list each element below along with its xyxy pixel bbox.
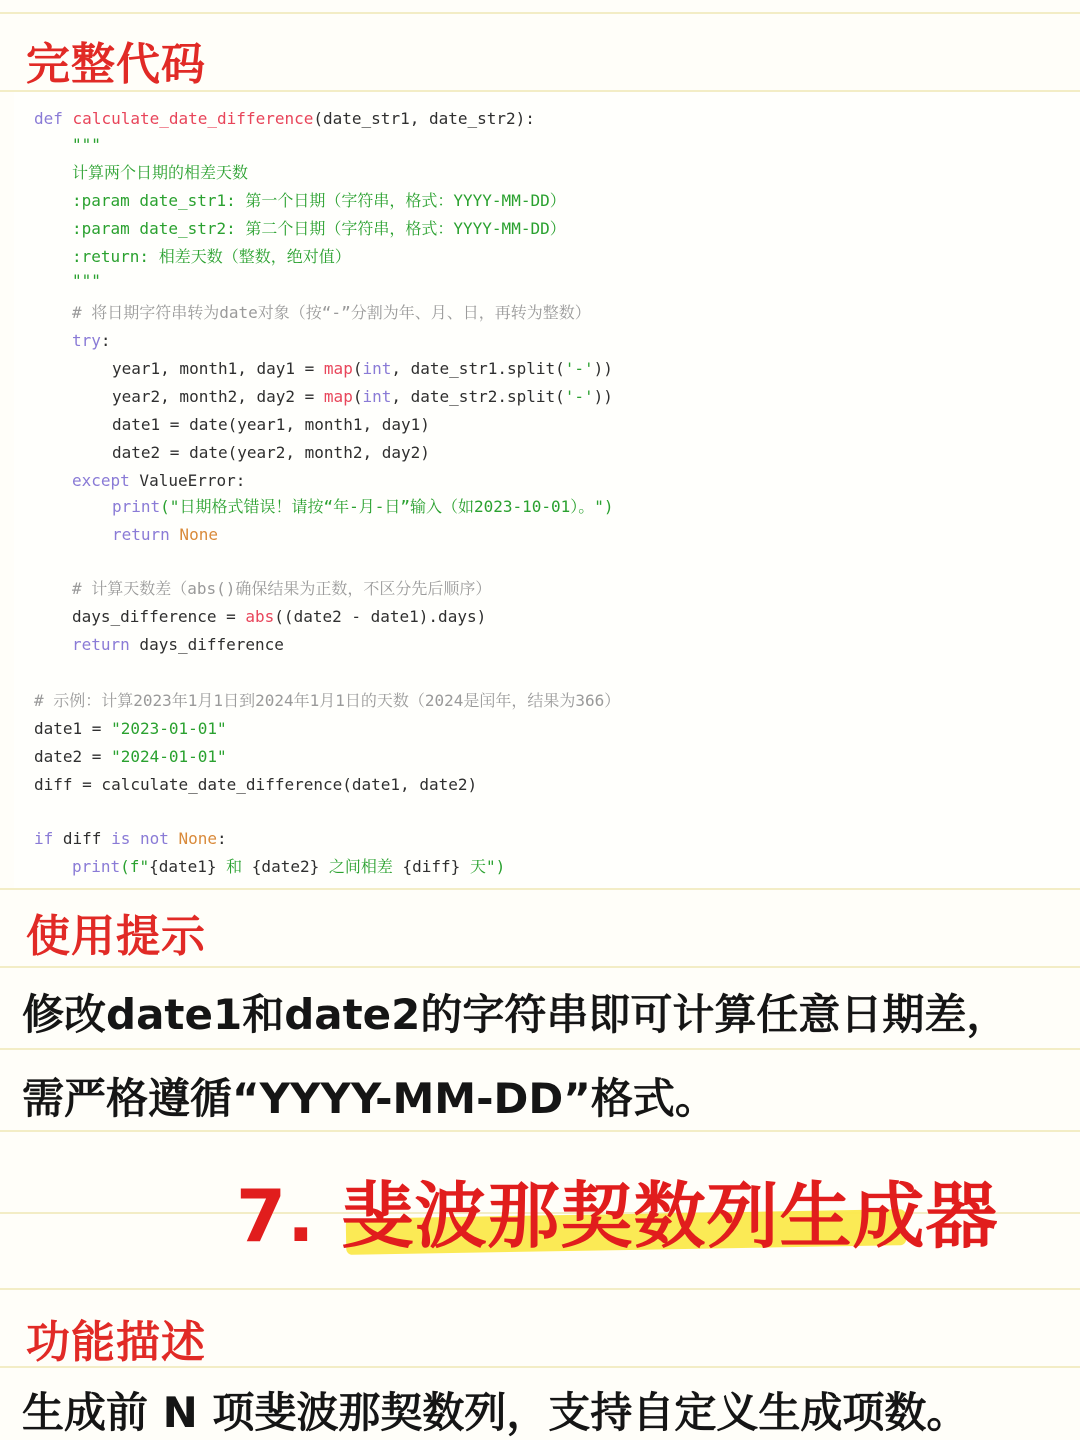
code-line: :param date_str1: 第一个日期（字符串，格式：YYYY-MM-DD） — [72, 191, 566, 210]
code-line: date1 = date(year1, month1, day1) — [112, 415, 430, 434]
code-line — [34, 716, 227, 742]
rule-line — [0, 966, 1080, 968]
code-builtin: print — [112, 497, 161, 516]
usage-title: 使用提示 — [26, 911, 206, 962]
code-line: """ — [72, 271, 101, 290]
code-text: year2, month2, day2 = — [112, 387, 324, 406]
code-line — [34, 826, 227, 852]
feature-text: 生成前 N 项斐波那契数列，支持自定义生成项数。 — [22, 1388, 969, 1437]
code-text: {date2} — [251, 857, 320, 876]
usage-text-line-2: 需严格遵循“YYYY-MM-DD”格式。 — [22, 1074, 717, 1123]
code-constant: None — [169, 525, 218, 544]
code-string: ") — [485, 857, 506, 876]
code-text: days_difference = — [72, 607, 246, 626]
code-builtin: abs — [245, 607, 275, 626]
code-text: (date_str1, date_str2): — [313, 109, 535, 128]
code-comment: # 示例：计算2023年1月1日到2024年1月1日的天数（2024是闰年，结果为366） — [34, 691, 621, 710]
full-code-title: 完整代码 — [26, 39, 206, 90]
code-text: , date_str1.split( — [391, 359, 565, 378]
code-text: ( — [352, 359, 363, 378]
rule-line — [0, 1048, 1080, 1050]
code-line — [112, 384, 613, 410]
code-text: diff — [53, 829, 112, 848]
code-text: )) — [593, 359, 613, 378]
code-builtin: int — [362, 387, 392, 406]
section-heading — [236, 1150, 1036, 1260]
code-line: :param date_str2: 第二个日期（字符串，格式：YYYY-MM-DD） — [72, 219, 566, 238]
code-text: ValueError: — [129, 471, 246, 490]
code-text: ((date2 - date1).days) — [274, 607, 487, 626]
code-block — [14, 92, 1080, 888]
rule-line — [0, 888, 1080, 890]
code-text: )) — [593, 387, 613, 406]
code-keyword: if — [34, 829, 54, 848]
code-text: : — [217, 829, 227, 848]
code-line — [72, 468, 245, 494]
code-line: diff = calculate_date_difference(date1, date2) — [34, 775, 478, 794]
code-line — [72, 604, 486, 630]
code-text: , date_str2.split( — [391, 387, 565, 406]
code-string: ("日期格式错误！请按“年-月-日”输入（如2023-10-01）。") — [160, 497, 614, 516]
code-line — [34, 106, 535, 132]
code-keyword: except — [72, 471, 130, 490]
code-builtin: print — [72, 857, 121, 876]
code-string: 之间相差 — [319, 857, 403, 876]
code-line — [112, 356, 613, 382]
code-keyword: try — [72, 331, 101, 350]
code-comment: # 计算天数差（abs()确保结果为正数，不区分先后顺序） — [72, 579, 492, 598]
code-string: "2023-01-01" — [111, 719, 227, 738]
fibonacci-heading: 7. 斐波那契数列生成器 — [236, 1174, 999, 1258]
code-keyword: return — [72, 635, 130, 654]
code-line — [112, 522, 218, 548]
rule-line — [0, 12, 1080, 14]
rule-line — [0, 1288, 1080, 1290]
code-text: year1, month1, day1 = — [112, 359, 324, 378]
code-function-name: calculate_date_difference — [72, 109, 314, 128]
code-builtin: map — [323, 387, 353, 406]
code-text: {date1} — [149, 857, 217, 876]
code-builtin: map — [323, 359, 353, 378]
usage-text-line-1: 修改date1和date2的字符串即可计算任意日期差， — [22, 990, 1009, 1039]
code-line: try: — [72, 331, 111, 350]
code-keyword: return — [112, 525, 170, 544]
code-string: (f" — [120, 857, 150, 876]
code-line: date2 = date(year2, month2, day2) — [112, 443, 430, 462]
code-line — [112, 494, 614, 520]
code-line: 计算两个日期的相差天数 — [72, 163, 249, 182]
code-text: date2 = — [34, 747, 112, 766]
code-line — [72, 632, 284, 658]
code-line — [72, 854, 505, 880]
code-line: """ — [72, 135, 101, 154]
code-string: 天 — [460, 857, 486, 876]
feature-title: 功能描述 — [26, 1317, 206, 1368]
code-keyword: is not — [111, 829, 169, 848]
code-text: {diff} — [402, 857, 461, 876]
code-keyword: def — [34, 109, 63, 128]
code-string: 和 — [216, 857, 252, 876]
code-string: "2024-01-01" — [111, 747, 227, 766]
code-text — [169, 829, 179, 848]
code-line — [34, 744, 227, 770]
code-text: days_difference — [129, 635, 284, 654]
code-constant: None — [178, 829, 218, 848]
code-string: '-' — [564, 359, 594, 378]
code-string: '-' — [564, 387, 594, 406]
rule-line — [0, 1130, 1080, 1132]
code-text: ( — [352, 387, 363, 406]
code-builtin: int — [362, 359, 392, 378]
code-comment: # 将日期字符串转为date对象（按“-”分割为年、月、日，再转为整数） — [72, 303, 591, 322]
code-text: date1 = — [34, 719, 112, 738]
code-line: :return: 相差天数（整数，绝对值） — [72, 247, 351, 266]
